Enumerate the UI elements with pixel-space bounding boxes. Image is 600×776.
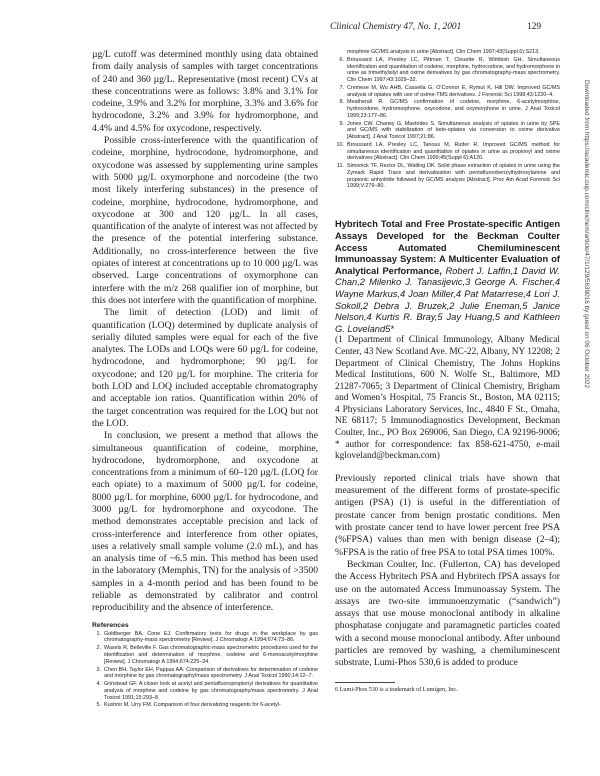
body-paragraph: Previously reported clinical trials have shown that measurement of the different forms of prostate-specific antigen (PSA) (1) is useful in the differentiation of prostate cancer from benign prostatic conditions. Men with prostate cancer tend to have lower percent free PSA (%FPSA) values than men with benign disease (2–4); %FPSA is the ratio of free PSA to total PSA times 100%. xyxy=(335,472,560,558)
author-list: Robert J. Laffin,1 David W. Chan,2 Milenko J. Tanasijevic,3 George A. Fischer,4 Wayne Markus,4 Joan Miller,4 Pat Matarrese,4 Lori J. Sokoll,2 Debra J. Bruzek,2 Julie Eneman,5 Janice Nelson,4 Kurtis R. Bray,5 Jay Huang,5 and Kathleen G. Loveland5* xyxy=(335,265,560,334)
body-paragraph: µg/L cutoff was determined monthly using data obtained from daily analysis of samples with target concentrations of 240 and 360 µg/L. Representative (most recent) CVs at these concentrations were as follows: 3.8% and 3.1% for codeine, 3.9% and 3.2% for morphine, 3.3% and 3.6% for hydrocodone, 3.2% and 3.9% for hydromorphone, and 4.4% and 4.5% for oxycodone, respectively. xyxy=(92,49,318,134)
footnote-divider xyxy=(335,682,395,683)
body-paragraph: In conclusion, we present a method that allows the simultaneous quantification of codeine, morphine, hydrocodone, hydromorphone, and oxycodone at concentrations from a minimum of 60–120 µg/L (LOQ for each opiate) to a maximum of 5000 µg/L for codeine, 8000 µg/L for morphine, 6000 µg/L for hydrocodone, and 3000 µg/L for hydromorphone and oxycodone. The method demonstrates acceptable precision and lack of cross-interference and interference from other opiates, uses a relatively small sample volume (2.0 mL), and has an analysis time of ~6.5 min. This method has been used in the laboratory (Memphis, TN) for the analysis of >3500 samples in a 4-month period and has been found to be reliable as demonstrated by calibrator and control reproducibility and the absence of interference. xyxy=(92,430,318,614)
affiliations: (1 Department of Clinical Immunology, Albany Medical Center, 43 New Scotland Ave. MC-22, Albany, NY 12208; 2 Department of Clinical Chemistry, The Johns Hopkins Medical Institutions, 600 N. Wolfe St., Baltimore, MD 21287-7065; 3 Department of Clinical Chemistry, Brigham and Women’s Hospital, 75 Francis St., Boston, MA 02115; 4 Physicians Laboratory Services, Inc., 4840 F St., Omaha, NE 68117; 5 Immunodiagnostics Development, Beckman Coulter, Inc., PO Box 269006, San Diego, CA 92196-9006; * author for correspondence: fax 858-621-4750, e-mail kgloveland@beckman.com) xyxy=(335,335,560,462)
body-paragraph: The limit of detection (LOD) and limit of quantification (LOQ) determined by duplicate analysis of serially diluted samples were equal for each of the five analytes. The LODs and LOQs were 60 µg/L for codeine, hydrocodone, and hydromorphone; 90 µg/L for oxycodone; and 120 µg/L for morphine. The criteria for both LOD and LOQ included acceptable chromatography and acceptable ion ratios. Quantification within 20% of the target concentration was required for the LOQ but not the LOD. xyxy=(92,307,318,429)
article-title: Hybritech Total and Free Prostate-specific Antigen Assays Developed for the Beckman Coulter Access Automated Chemiluminescent Immunoassay System: A Multicenter Evaluation of Analytical Performance, Robert J. Laffin,1 David W. Chan,2 Milenko J. Tanasijevic,3 George A. Fischer,4 Wayne Markus,4 Joan Miller,4 Pat Matarrese,4 Lori J. Sokoll,2 Debra J. Bruzek,2 Julie Eneman,5 Janice Nelson,4 Kurtis R. Bray,5 Jay Huang,5 and Kathleen G. Loveland5* xyxy=(335,219,560,334)
body-paragraph: Beckman Coulter, Inc. (Fullerton, CA) has developed the Access Hybritech PSA and Hybritech fPSA assays for use on the automated Access Immunoassay System. The assays are two-site immunoenzymatic (“sandwich”) assays that use mouse monoclonal antibody in alkaline phosphatase conjugate and paramagnetic particles coated with a second mouse monoclonal antibody. After unbound particles are removed by washing, a chemiluminescent substrate, Lumi-Phos 530,6 is added to produce xyxy=(335,558,560,669)
reference-item: 2. Wasels R, Belleville F. Gas chromatographic-mass spectrometric procedures used for the identification and determination of morphine, codeine and 6-monoacetylmorphine [Review]. J Chromatogr A 1994;674:225–34. xyxy=(96,645,318,665)
reference-item: 4. Grinstead GF. A closer look at acetyl and pentafluoropropionyl derivatives for quantitative analysis of morphine and codeine by gas chromatography/mass spectrometry. J Anal Toxicol 1991;15:293–8. xyxy=(96,681,318,701)
reference-list xyxy=(92,631,318,709)
page-number: 129 xyxy=(527,22,542,32)
reference-item: 8. Meatherall R. GC/MS confirmation of codeine, morphine, 6-acetylmorphine, hydrocodone, hydromorphone, oxycodone, and oxymorphone in urine. J Anal Toxicol 1999;23:177–86. xyxy=(339,99,560,119)
download-watermark xyxy=(582,80,592,580)
reference-item: 10. Broussard LA, Presley LC, Tanous M, Rutter R. Improved GC/MS method for simultaneous identification and quantitation of opiates in urine as propionyl and oxime derivatives [Abstract]. Clin Chem 1999;45(Suppl 6):A120. xyxy=(336,142,560,162)
reference-item: 6. Broussard LA, Presley LC, Pittman T, Clouette R, Wimbish GH. Simultaneous identification and quantitation of codeine, morphine, hydrocodone, and hydromorphone in urine as trimethylsilyl and oxime derivatives by gas chromatography-mass spectrometry. Clin Chem 1997;43:1029–32. xyxy=(339,56,560,83)
reference-item: 7. Cremese M, Wu AHB, Cassella G, O’Connor E, Rymut K, Hill DW. Improved GC/MS analysis of opiates with use of oxime-TMS derivatives. J Forensic Sci 1998;43:1220–4. xyxy=(339,84,560,98)
journal-citation: Clinical Chemistry 47, No. 1, 2001 xyxy=(330,22,462,32)
reference-item: 3. Chen BH, Taylor EH, Pappas AA. Comparison of derivatives for determination of codeine and morphine by gas chromatography/mass spectrometry. J Anal Toxicol 1990;14:12–7. xyxy=(96,666,318,680)
reference-list-continued xyxy=(335,49,560,190)
reference-item: 9. Jones CW, Chaney G, Mastrides S. Simultaneous analysis of opiates in urine by SPE and GC/MS with stabilization of keto-opiates via conversion to oxime derivative [Abstract]. J Anal Toxicol 1997;21:86. xyxy=(339,120,560,141)
reference-item: 1. Goldberger BA, Cone EJ. Confirmatory tests for drugs in the workplace by gas chromatography-mass spectrometry [Review]. J Chromatogr A 1994;674:73–86. xyxy=(96,630,318,644)
right-column xyxy=(335,49,560,694)
reference-item: 11. Simonick TF, Rector DL, Watling DK. Solid phase extraction of opiates in urine using the Zymark Rapid Trace and derivatization with pentafluorobenzylhydroxylamine and propionic anhydride followed by GC/MS analysis [Abstract]. Proc Am Acad Forensic Sci 1999;V:279–80. xyxy=(336,163,560,190)
body-paragraph: Possible cross-interference with the quantification of codeine, morphine, hydrocodone, hydromorphone, and oxycodone was assessed by supplementing urine samples with 5000 µg/L oxymorphone and norcodeine (the two most likely interfering substances) in the presence of codeine, morphine, hydrocodone, hydromorphone, and oxycodone at 300 and 120 µg/L. In all cases, quantification of the analyte of interest was not affected by the presence of the potential interfering substance. Additionally, no cross-interference between the five opiates of interest at concentrations up to 10 000 µg/L was observed. Large concentrations of oxymorphone can interfere with the m/z 268 qualifier ion of morphine, but this does not interfere with the quantification of morphine. xyxy=(92,135,318,306)
running-header xyxy=(0,22,600,36)
download-note: Downloaded from https://academic.oup.com/clinchem/article/47/1/129/5639016 by guest on 06 October 2022 xyxy=(583,80,590,389)
footnote: 6 Lumi-Phos 530 is a trademark of Lumigen, Inc. xyxy=(335,685,458,693)
left-column xyxy=(92,49,318,710)
reference-item: 5. Kushnir M, Urry FM. Comparison of four derivatizing reagents for 6-acetyl- xyxy=(96,702,281,709)
reference-item: morphine GC/MS analysis in urine [Abstract]. Clin Chem 1997;43(Suppl 6):S213. xyxy=(347,49,540,55)
references-heading: References xyxy=(92,621,129,629)
